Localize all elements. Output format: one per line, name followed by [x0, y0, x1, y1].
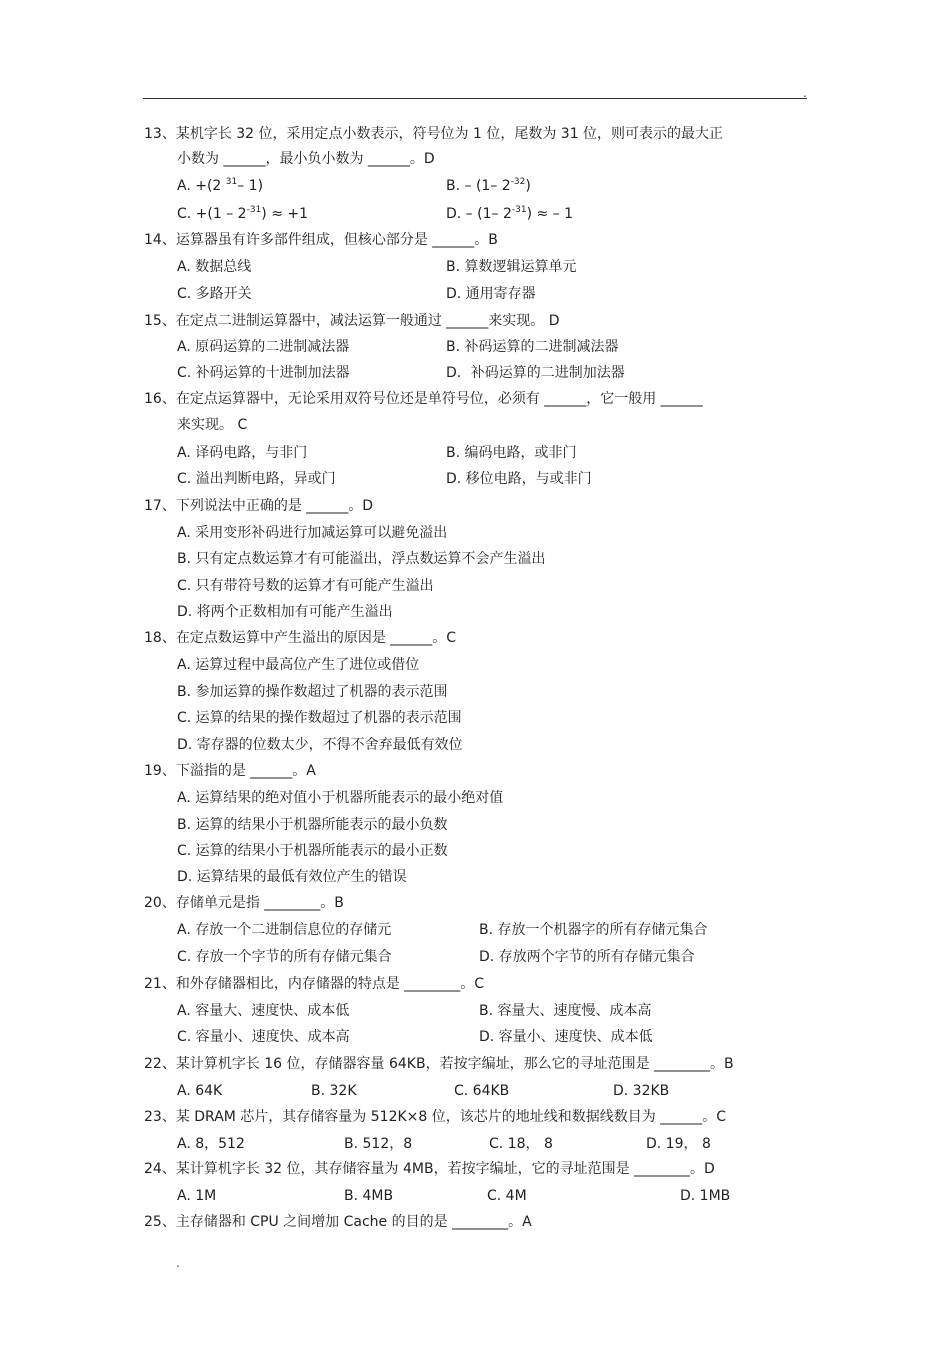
question-17-option-b: B. 只有定点数运算才有可能溢出，浮点数运算不会产生溢出 [177, 551, 546, 567]
question-22-option-b: B. 32K [311, 1083, 357, 1099]
question-18-option-d: D. 寄存器的位数太少，不得不舍弃最低有效位 [177, 737, 463, 753]
question-20-option-d: D. 存放两个字节的所有存储元集合 [479, 949, 695, 965]
question-23-option-b: B. 512，8 [344, 1136, 413, 1152]
question-15-option-d: D．补码运算的二进制加法器 [446, 365, 625, 381]
question-14-option-b: B. 算数逻辑运算单元 [446, 259, 577, 275]
question-16-stem: 16、在定点运算器中，无论采用双符号位还是单符号位，必须有 ______，它一般用 ______ [144, 391, 703, 407]
question-16-stem-cont: 来实现。 C [177, 417, 248, 433]
question-17-option-a: A. 采用变形补码进行加减运算可以避免溢出 [177, 525, 448, 541]
question-13-option-c: C. $+(1 - 2^{-31}) \approx +1$ [177, 205, 309, 222]
question-20-option-a: A. 存放一个二进制信息位的存储元 [177, 922, 392, 938]
question-24-option-c: C. 4M [487, 1188, 527, 1204]
question-23-option-a: A. 8，512 [177, 1136, 245, 1152]
question-18-stem: 18、在定点数运算中产生溢出的原因是 ______。C [144, 630, 457, 646]
question-18-option-c: C. 运算的结果的操作数超过了机器的表示范围 [177, 710, 462, 726]
question-23-option-c: C. 18， 8 [489, 1136, 553, 1152]
question-13-stem-cont: 小数为 ______，最小负小数为 ______。D [177, 151, 435, 167]
question-16-option-a: A. 译码电路，与非门 [177, 445, 308, 461]
footer-mark: . [176, 1256, 180, 1270]
question-14-option-a: A. 数据总线 [177, 259, 252, 275]
question-24-stem: 24、某计算机字长 32 位，其存储容量为 4MB，若按字编址，它的寻址范围是 ________。D [144, 1161, 715, 1177]
question-13-stem: 13、某机字长 32 位，采用定点小数表示，符号位为 1 位，尾数为 31 位，则可表示的最大正 [144, 126, 724, 142]
question-20-option-b: B. 存放一个机器字的所有存储元集合 [479, 922, 708, 938]
question-14-option-c: C. 多路开关 [177, 286, 252, 302]
question-22-option-a: A. 64K [177, 1083, 223, 1099]
question-14-stem: 14、运算器虽有许多部件组成，但核心部分是 ______。B [144, 232, 498, 248]
question-18-option-a: A. 运算过程中最高位产生了进位或借位 [177, 657, 420, 673]
question-19-stem: 19、下溢指的是 ______。A [144, 763, 316, 779]
question-17-option-c: C. 只有带符号数的运算才有可能产生溢出 [177, 578, 434, 594]
question-13-option-a: A. +(2 $^{31}$– 1) [177, 177, 264, 194]
question-22-stem: 22、某计算机字长 16 位，存储器容量 64KB，若按字编址，那么它的寻址范围是 ________。B [144, 1056, 734, 1072]
question-16-option-b: B. 编码电路，或非门 [446, 445, 577, 461]
question-24-option-b: B. 4MB [344, 1188, 394, 1204]
question-19-option-b: B. 运算的结果小于机器所能表示的最小负数 [177, 817, 448, 833]
question-13-option-d: D. – (1– $2^{-31}$) ≈ – 1 [446, 205, 574, 222]
question-20-stem: 20、存储单元是指 ________。B [144, 895, 344, 911]
question-23-option-d: D. 19， 8 [646, 1136, 711, 1152]
question-19-option-a: A. 运算结果的绝对值小于机器所能表示的最小绝对值 [177, 790, 504, 806]
question-20-option-c: C. 存放一个字节的所有存储元集合 [177, 949, 392, 965]
question-14-option-d: D. 通用寄存器 [446, 286, 536, 302]
question-16-option-d: D. 移位电路，与或非门 [446, 471, 592, 487]
question-17-stem: 17、下列说法中正确的是 ______。D [144, 498, 374, 514]
question-24-option-a: A. 1M [177, 1188, 217, 1204]
question-16-option-c: C. 溢出判断电路，异或门 [177, 471, 336, 487]
question-18-option-b: B. 参加运算的操作数超过了机器的表示范围 [177, 684, 448, 700]
question-15-option-b: B. 补码运算的二进制减法器 [446, 339, 619, 355]
question-22-option-c: C. 64KB [454, 1083, 510, 1099]
question-15-option-a: A. 原码运算的二进制减法器 [177, 339, 350, 355]
question-21-stem: 21、和外存储器相比，内存储器的特点是 ________。C [144, 976, 485, 992]
question-19-option-d: D. 运算结果的最低有效位产生的错误 [177, 869, 407, 885]
question-15-option-c: C. 补码运算的十进制加法器 [177, 365, 350, 381]
header-rule [143, 98, 807, 99]
question-19-option-c: C. 运算的结果小于机器所能表示的最小正数 [177, 843, 448, 859]
question-22-option-d: D. 32KB [613, 1083, 670, 1099]
question-15-stem: 15、在定点二进制运算器中，减法运算一般通过 ______来实现。 D [144, 313, 560, 329]
question-25-stem: 25、主存储器和 CPU 之间增加 Cache 的目的是 ________。A [144, 1214, 532, 1230]
question-21-option-b: B. 容量大、速度慢、成本高 [479, 1003, 652, 1019]
question-21-option-d: D. 容量小、速度快、成本低 [479, 1029, 653, 1045]
question-21-option-c: C. 容量小、速度快、成本高 [177, 1029, 350, 1045]
question-21-option-a: A. 容量大、速度快、成本低 [177, 1003, 350, 1019]
question-17-option-d: D. 将两个正数相加有可能产生溢出 [177, 604, 393, 620]
question-13-option-b: B. – (1– $2^{-32}$) [446, 177, 531, 194]
header-mark: . [803, 86, 807, 100]
question-24-option-d: D. 1MB [680, 1188, 731, 1204]
question-23-stem: 23、某 DRAM 芯片，其存储容量为 512K×8 位，该芯片的地址线和数据线数目为 ______。C [144, 1109, 726, 1125]
